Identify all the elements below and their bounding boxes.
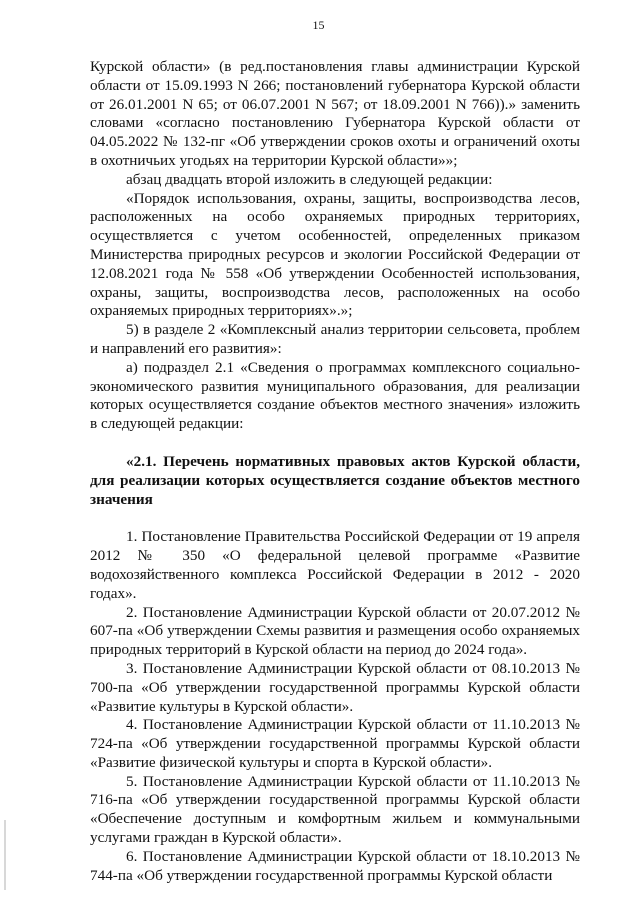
page-number: 15 <box>312 18 325 32</box>
section-heading: «2.1. Перечень нормативных правовых актов Курской области, для реализации которых осуществляется создание объектов местного значения <box>90 452 580 508</box>
paragraph-subsection-2-1: а) подраздел 2.1 «Сведения о программах комплексного социально-экономического развития муниципального образования, для реализации которых осуществляется создание объектов местного значения» изложить в следующей редакции: <box>90 358 580 433</box>
list-item: 3. Постановление Администрации Курской области от 08.10.2013 № 700-па «Об утверждении государственной программы Курской области «Развитие культуры в Курской области». <box>90 659 580 715</box>
list-item: 5. Постановление Администрации Курской области от 11.10.2013 № 716-па «Об утверждении государственной программы Курской области «Обеспечение доступным и комфортным жильем и коммунальными услугами граждан в Курской области». <box>90 772 580 847</box>
paragraph-section-2: 5) в разделе 2 «Комплексный анализ территории сельсовета, проблем и направлений его развития»: <box>90 321 580 357</box>
list-item: 4. Постановление Администрации Курской области от 11.10.2013 № 724-па «Об утверждении государственной программы Курской области «Развитие физической культуры и спорта в Курской области». <box>90 716 580 771</box>
paragraph-amendment-intro: абзац двадцать второй изложить в следующей редакции: <box>126 170 493 188</box>
paragraph-continuation: Курской области» (в ред.постановления главы администрации Курской области от 15.09.1993 N 266; постановлений губернатора Курской области от 26.01.2001 N 65; от 06.07.2001 N 567; от 18.09.2001 N 766)).» заменить словами «согласно постановлению Губернатора Курской области от 04.05.2022 № 132-пг «Об утверждении сроков охоты и ограничений охоты в охотничьих угодьях на территории Курской области»»; <box>90 58 580 169</box>
paragraph-amendment-text: «Порядок использования, охраны, защиты, воспроизводства лесов, расположенных на особо охраняемых природных территориях, осуществляется с учетом особенностей, определенных приказом Министерства природных ресурсов и экологии Российской Федерации от 12.08.2021 года № 558 «Об утверждении Особенностей использования, охраны, защиты, воспроизводства лесов, расположенных на особо охраняемых природных территориях».»; <box>90 189 580 320</box>
list-item: 6. Постановление Администрации Курской области от 18.10.2013 № 744-па «Об утверждении государственной программы Курской области <box>90 847 580 884</box>
scan-edge-mark <box>4 820 6 890</box>
list-item: 2. Постановление Администрации Курской области от 20.07.2012 № 607-па «Об утверждении Схемы развития и размещения особо охраняемых природных территорий в Курской области на период до 2024 года». <box>90 603 580 659</box>
list-item: 1. Постановление Правительства Российской Федерации от 19 апреля 2012 № 350 «О федеральной целевой программе «Развитие водохозяйственного комплекса Российской Федерации в 2012 - 2020 годах». <box>90 528 580 602</box>
legal-acts-list <box>90 528 580 885</box>
document-body <box>90 58 580 885</box>
